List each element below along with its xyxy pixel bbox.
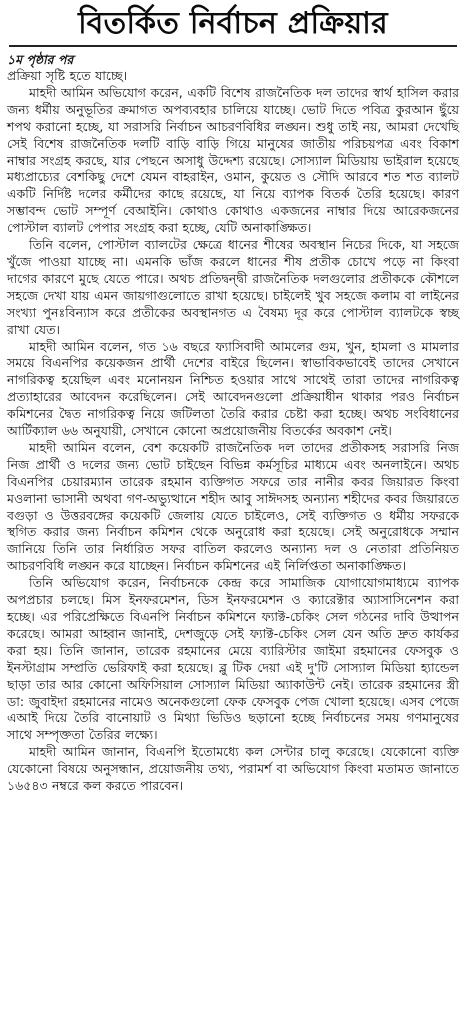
headline-divider — [9, 45, 457, 47]
article-paragraph: মাহদী আমিন বলেন, গত ১৬ বছরে ফ্যাসিবাদী আমলের গুম, খুন, হামলা ও মামলার সময়ে বিএনপির কয়েকজন প্রার্থী দেশের বাইরে ছিলেন। স্বাভাবিকভাবেই তাদের সেখানে নাগরিকত্ব হয়েছিল এবং মনোনয়ন নিশ্চিত হওয়ার সাথে সাথেই তারা তাদের নাগরিকত্ব প্রত্যাহারের আবেদন করেছিলেন। সেই আবেদনগুলো প্রক্রিয়াধীন থাকার পরও নির্বাচন কমিশনের দ্বৈত নাগরিকত্ব নিয়ে জটিলতা তৈরি করার চেষ্টা করা হচ্ছে। অথচ সংবিধানের আর্টিক্যাল ৬৬ অনুযায়ী, সেখানে কোনো অপ্রয়োজনীয় বিতর্কের অবকাশ নেই। — [7, 338, 459, 439]
continued-from-page-label: ১ম পৃষ্ঠার পর — [7, 52, 74, 67]
article-paragraph: মাহদী আমিন বলেন, বেশ কয়েকটি রাজনৈতিক দল তাদের প্রতীকসহ সরাসরি নিজ নিজ প্রার্থী ও দলের জন্য ভোট চাইছেন বিভিন্ন কর্মসূচির মাধ্যমে এবং অনলাইনে। অথচ বিএনপির চেয়ারম্যান তারেক রহমান ব্যক্তিগত সফরে তার নানীর কবর জিয়ারত কিংবা মওলানা ভাসানী অথবা গণ-অভ্যুত্থানে শহীদ আবু সাঈদসহ অন্যান্য শহীদের কবর জিয়ারতে বগুড়া ও উত্তরবঙ্গের কয়েকটি জেলায় যেতে চাইলেও, সেই ব্যক্তিগত ও ধর্মীয় সফরকে স্থগিত করার জন্য নির্বাচন কমিশন থেকে অনুরোধ করা হয়েছে। সেই অনুরোধকে সম্মান জানিয়ে তিনি তার নির্ধারিত সফর বাতিল করলেও অন্যান্য দল ও নেতারা প্রতিনিয়ত আচরণবিধি লঙ্ঘন করে যাচ্ছেন। নির্বাচন কমিশনের এই নির্লিপ্ততা অনাকাঙ্ক্ষিত। — [7, 439, 459, 574]
article-headline: বিতর্কিত নির্বাচন প্রক্রিয়ার — [78, 6, 388, 41]
article-paragraph: মাহদী আমিন জানান, বিএনপি ইতোমধ্যে কল সেন্টার চালু করেছে। যেকোনো ব্যক্তি যেকোনো বিষয়ে অনুসন্ধান, প্রয়োজনীয় তথ্য, পরামর্শ বা অভিযোগ কিংবা মতামত জানাতে ১৬৫৪৩ নম্বরে কল করতে পারবেন। — [7, 744, 459, 794]
article-paragraph: তিনি অভিযোগ করেন, নির্বাচনকে কেন্দ্র করে সামাজিক যোগাযোগমাধ্যমে ব্যাপক অপপ্রচার চলছে। মিস ইনফরমেশন, ডিস ইনফরমেশন ও ক্যারেক্টার অ্যাসাসিনেশন করা হচ্ছে। এর পরিপ্রেক্ষিতে বিএনপি নির্বাচন কমিশনে ফ্যাক্ট-চেকিং সেল গঠনের দাবি উত্থাপন করেছে। আমরা আহ্বান জানাই, দেশজুড়ে সেই ফ্যাক্ট-চেকিং সেল যেন অতি দ্রুত কার্যকর করা হয়। তিনি জানান, তারেক রহমানের মেয়ে ব্যারিস্টার জাইমা রহমানের ফেসবুক ও ইনস্টাগ্রাম সম্প্রতি ভেরিফাই করা হয়েছে। ব্লু টিক দেয়া এই দু'টি সোস্যাল মিডিয়া হ্যান্ডেল ছাড়া তার আর কোনো অফিসিয়াল সোস্যাল মিডিয়া অ্যাকাউন্ট নেই। তারেক রহমানের স্ত্রী ডা: জুবাইদা রহমানের নামেও অনেকগুলো ফেক ফেসবুক পেজ খোলা হয়েছে। এসব পেজে এআই দিয়ে তৈরি বানোয়াট ও মিথ্যা ভিডিও ছড়ানো হচ্ছে নির্বাচনের সময় গণমানুষের সাথে সম্পৃক্ততা তৈরির লক্ষ্যে। — [7, 575, 459, 743]
article-body — [7, 68, 459, 795]
article-paragraph: মাহদী আমিন অভিযোগ করেন, একটি বিশেষ রাজনৈতিক দল তাদের স্বার্থ হাসিল করার জন্য ধর্মীয় অনুভূতির ক্রমাগত অপব্যবহার চালিয়ে যাচ্ছে। ভোট দিতে পবিত্র কুরআন ছুঁয়ে শপথ করানো হচ্ছে, যা সরাসরি নির্বাচন আচরণবিধির লঙ্ঘন। শুধু তাই নয়, আমরা দেখেছি সেই বিশেষ রাজনৈতিক দলটি বাড়ি বাড়ি গিয়ে মানুষের জাতীয় পরিচয়পত্র এবং বিকাশ নাম্বার সংগ্রহ করছে, যার পেছনে অসাধু উদ্দেশ্য রয়েছে। সোস্যাল মিডিয়ায় ভাইরাল হয়েছে মধ্যপ্রাচ্যের বেশকিছু দেশে যেমন বাহরাইন, ওমান, কুয়েত ও সৌদি আরবে শত শত ব্যালট একটি নির্দিষ্ট দলের কর্মীদের কাছে রয়েছে, যা নিয়ে ব্যাপক বিতর্ক তৈরি হয়েছে। কারণ সম্ভাবন্দ ভোট সম্পূর্ণ বেআইনি। কোথাও কোথাও একজনের নাম্বার দিয়ে আরেকজনের পোস্টাল ব্যালট পেপার সংগ্রহ করা হচ্ছে, যেটি অনাকাঙ্ক্ষিত। — [7, 84, 459, 236]
article-paragraph: তিনি বলেন, পোস্টাল ব্যালটের ক্ষেত্রে ধানের শীষের অবস্থান নিচের দিকে, যা সহজে খুঁজে পাওয়া যাচ্ছে না। এমনকি ভাঁজ করলে ধানের শীষ প্রতীক চোখে পড়ে না কিংবা দাগের কারণে মুছে যেতে পারে। অথচ প্রতিদ্বন্দ্বী রাজনৈতিক দলগুলোর প্রতীককে কৌশলে সহজে দেখা যায় এমন জায়গাগুলোতে রাখা হয়েছে। চাইলেই খুব সহজে কলাম বা লাইনের সংখ্যা পুনঃবিন্যাস করে প্রতীকের অবস্থানগত এ বৈষম্য দূর করে পোস্টাল ব্যালটকে স্বচ্ছ রাখা যেত। — [7, 237, 459, 337]
article-paragraph: প্রক্রিয়া সৃষ্টি হতে যাচ্ছে। — [7, 68, 128, 83]
